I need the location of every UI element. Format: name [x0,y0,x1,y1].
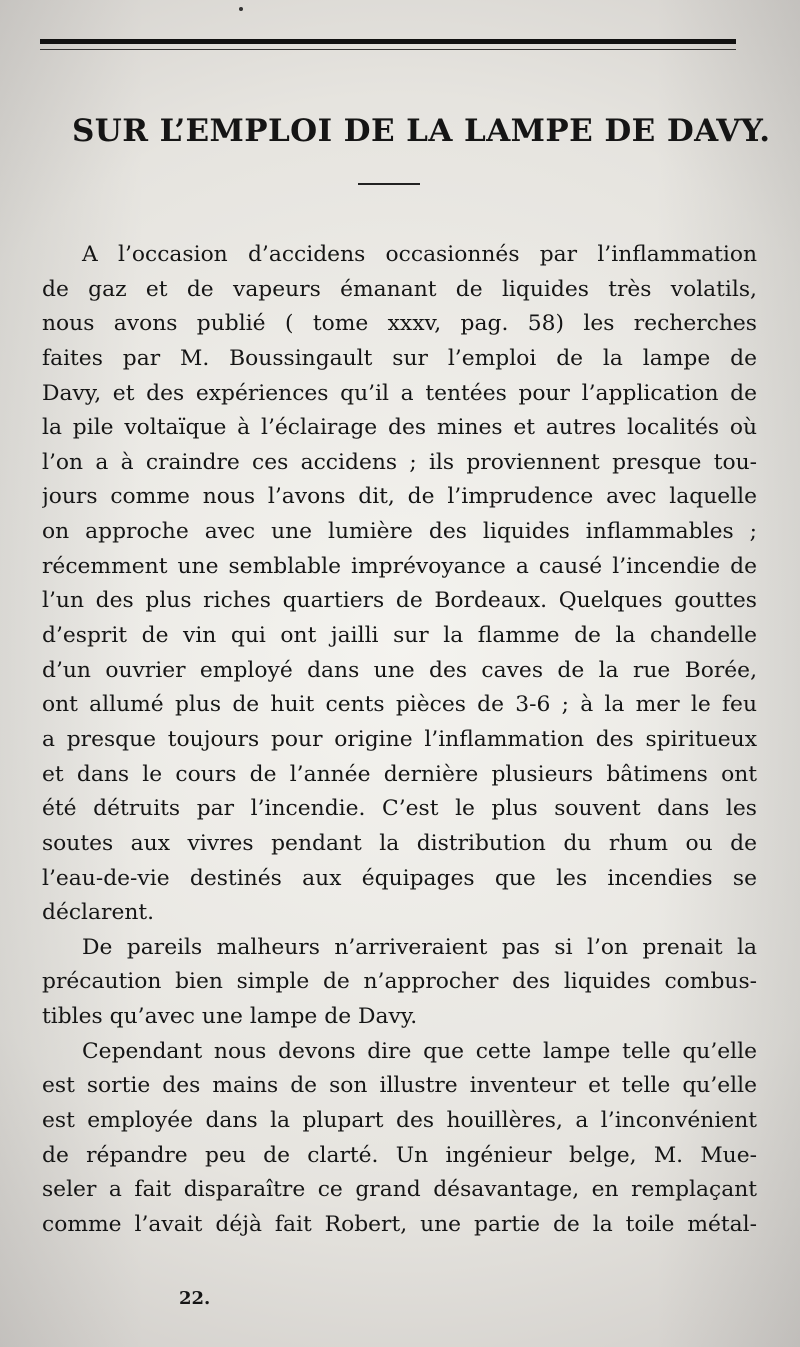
page-folio: 22. [179,1288,211,1309]
body-line: comme l’avait déjà fait Robert, une partie de la toile métal- [42,1211,757,1237]
article-title: SUR L’EMPLOI DE LA LAMPE DE DAVY. [72,113,771,149]
body-line: Cependant nous devons dire que cette lampe telle qu’elle [82,1038,757,1064]
body-line: De pareils malheurs n’arriveraient pas si l’on prenait la [82,934,757,960]
title-ornamental-rule [358,183,420,185]
body-line: la pile voltaïque à l’éclairage des mines et autres localités où [42,415,757,441]
body-line: d’esprit de vin qui ont jailli sur la flamme de la chandelle [42,623,757,649]
body-line: ont allumé plus de huit cents pièces de 3-6 ; à la mer le feu [42,692,757,718]
body-line: précaution bien simple de n’approcher des liquides combus- [42,969,757,995]
body-line: a presque toujours pour origine l’inflammation des spiritueux [42,726,757,752]
body-line: tibles qu’avec une lampe de Davy. [42,1004,418,1030]
body-line: est sortie des mains de son illustre inventeur et telle qu’elle [42,1073,757,1099]
page-speck-mark [239,7,243,11]
article-body [42,238,757,1243]
body-line: l’on a à craindre ces accidens ; ils proviennent presque tou- [42,449,757,475]
top-thin-rule [40,49,736,50]
body-line: nous avons publié ( tome xxxv, pag. 58) les recherches [42,311,757,337]
body-line: de répandre peu de clarté. Un ingénieur belge, M. Mue- [42,1142,757,1168]
body-line: et dans le cours de l’année dernière plusieurs bâtimens ont [42,761,757,787]
body-line: de gaz et de vapeurs émanant de liquides très volatils, [42,276,757,302]
body-line: l’un des plus riches quartiers de Bordeaux. Quelques gouttes [42,588,757,614]
body-line: est employée dans la plupart des houillères, a l’inconvénient [42,1108,757,1134]
body-line: d’un ouvrier employé dans une des caves de la rue Borée, [42,657,757,683]
body-line: on approche avec une lumière des liquides inflammables ; [42,519,757,545]
body-line: été détruits par l’incendie. C’est le plus souvent dans les [42,796,757,822]
body-line: soutes aux vivres pendant la distribution du rhum ou de [42,830,757,856]
body-line: l’eau-de-vie destinés aux équipages que les incendies se [42,865,757,891]
body-line: Davy, et des expériences qu’il a tentées pour l’application de [42,380,757,406]
body-line: déclarent. [42,900,155,926]
body-line: seler a fait disparaître ce grand désavantage, en remplaçant [42,1177,757,1203]
body-line: jours comme nous l’avons dit, de l’imprudence avec laquelle [42,484,757,510]
body-line: récemment une semblable imprévoyance a causé l’incendie de [42,553,757,579]
top-heavy-rule [40,39,736,44]
body-line: A l’occasion d’accidens occasionnés par l’inflammation [82,242,757,267]
body-line: faites par M. Boussingault sur l’emploi de la lampe de [42,345,757,371]
